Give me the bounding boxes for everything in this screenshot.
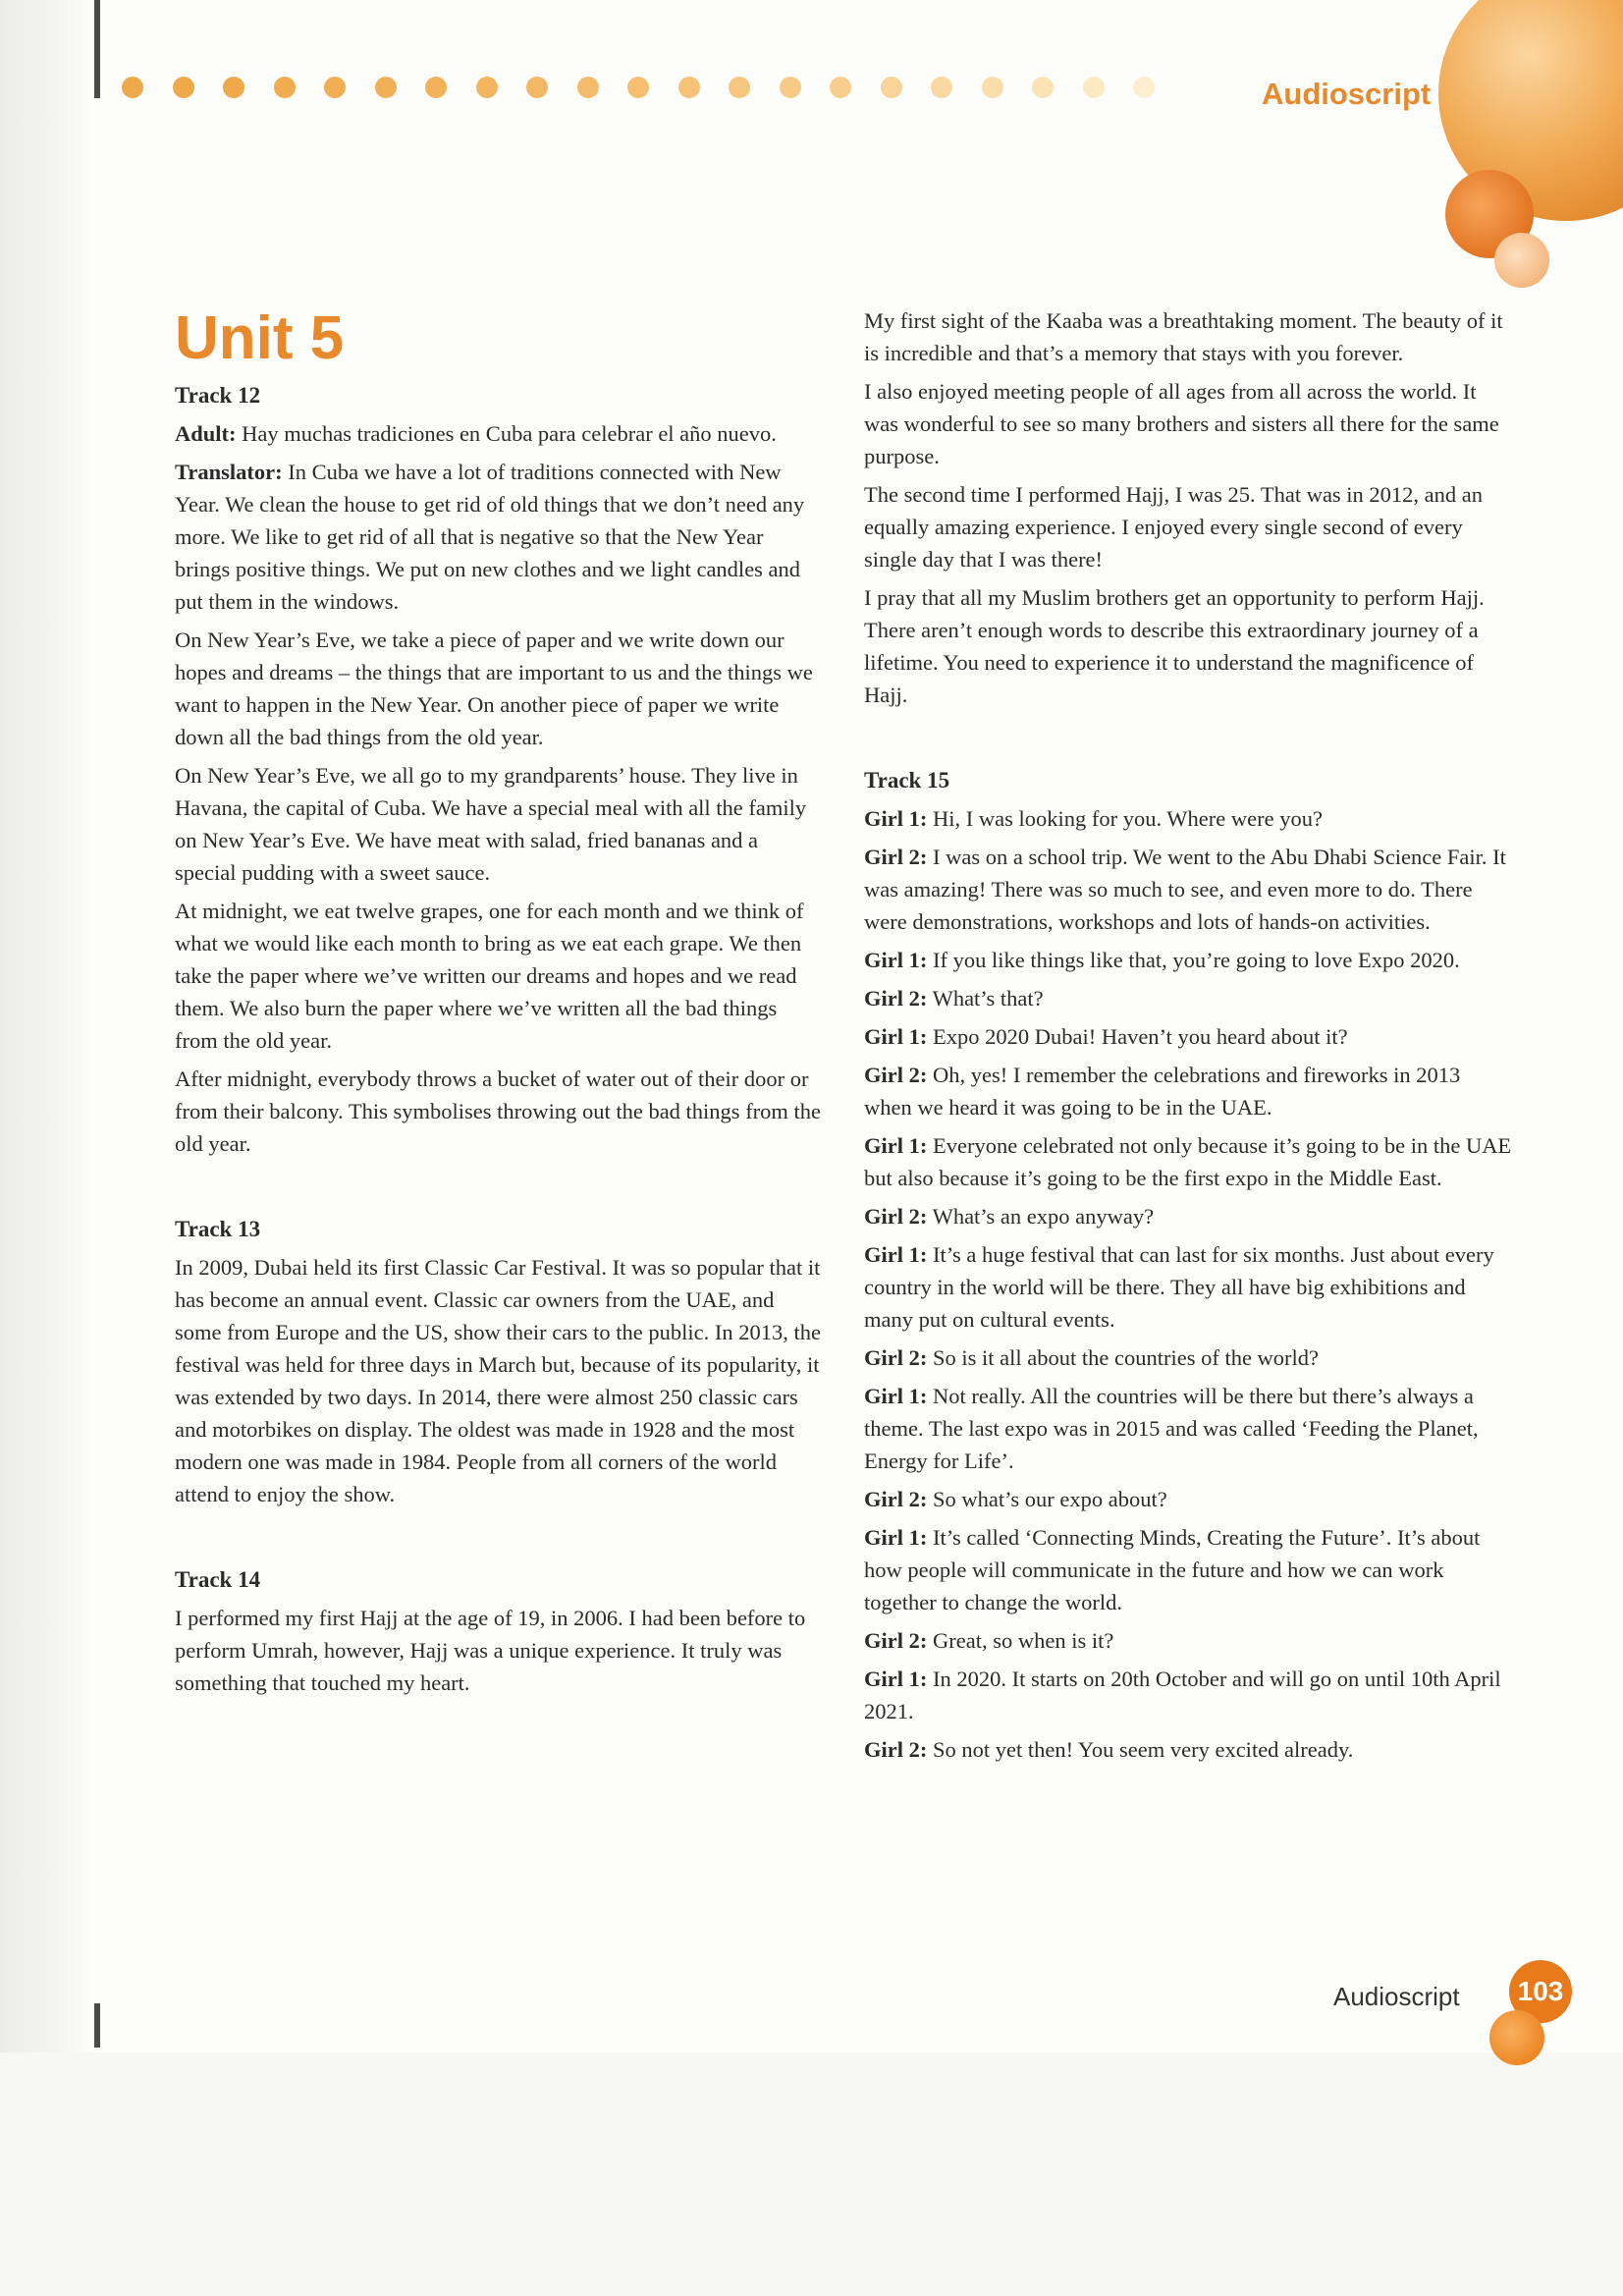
- track-14-paragraph: My first sight of the Kaaba was a breathtaking moment. The beauty of it is incredible and that’s a memory that stays with you forever.: [864, 308, 1503, 365]
- dialogue-line: [864, 1059, 1512, 1123]
- header-dot: [425, 77, 447, 98]
- header-dot: [274, 77, 296, 98]
- speech-text: It’s a huge festival that can last for six months. Just about every country in the world will be there. They all have big exhibitions and many put on cultural events.: [864, 1242, 1494, 1332]
- header-dot: [476, 77, 498, 98]
- speaker-label: Translator:: [175, 460, 283, 484]
- header-title: Audioscript: [1262, 77, 1432, 111]
- track-12-paragraph: On New Year’s Eve, we all go to my grandparents’ house. They live in Havana, the capital of Cuba. We have a special meal with all the family on New Year’s Eve. We have meat with salad, fried bananas and a special pudding with a sweet sauce.: [175, 763, 807, 885]
- dialogue-line: [864, 1341, 1512, 1374]
- dialogue-line: [864, 802, 1512, 835]
- decorative-orbs-bottom: [1478, 1994, 1596, 2072]
- track-14-paragraph: The second time I performed Hajj, I was 25. That was in 2012, and an equally amazing experience. I enjoyed every single second of every single day that I was there!: [864, 482, 1484, 572]
- header-dot: [122, 77, 143, 98]
- header-dot: [375, 77, 397, 98]
- dialogue-line: [864, 944, 1512, 976]
- track-14-title: Track 14: [175, 1567, 261, 1592]
- track-14-paragraph: I performed my first Hajj at the age of 19, in 2006. I had been before to perform Umrah, however, Hajj was a unique experience. It truly was something that touched my heart.: [175, 1606, 806, 1695]
- speech-text: Great, so when is it?: [927, 1628, 1114, 1653]
- speech-text: Not really. All the countries will be there but there’s always a theme. The last expo was in 2015 and was called ‘Feeding the Planet, Energy for Life’.: [864, 1384, 1479, 1473]
- speaker-label: Girl 2:: [864, 1204, 928, 1229]
- header-dot: [678, 77, 700, 98]
- header-dot: [931, 77, 952, 98]
- dialogue-line: [864, 841, 1512, 938]
- page-bottom-shade: [0, 2052, 1623, 2296]
- right-column: [864, 304, 1512, 1772]
- speech-text: I was on a school trip. We went to the Abu Dhabi Science Fair. It was amazing! There was so much to see, and even more to do. There were demonstrations, workshops and lots of hands-on activities.: [864, 845, 1506, 934]
- speech-text: It’s called ‘Connecting Minds, Creating the Future’. It’s about how people will communicate in the future and how we can work together to change the world.: [864, 1525, 1481, 1614]
- track-12-title: Track 12: [175, 383, 261, 408]
- page-binding-edge: [0, 0, 94, 2052]
- track-12-paragraph: After midnight, everybody throws a bucket of water out of their door or from their balcony. This symbolises throwing out the bad things from the old year.: [175, 1066, 822, 1156]
- speaker-label: Girl 1:: [864, 1667, 928, 1691]
- speech-text: What’s an expo anyway?: [927, 1204, 1155, 1229]
- header-dot: [1133, 77, 1155, 98]
- speech-text: If you like things like that, you’re going to love Expo 2020.: [927, 948, 1460, 972]
- track-15-title: Track 15: [864, 768, 950, 793]
- speaker-label: Girl 1:: [864, 1024, 928, 1049]
- unit-title: Unit 5: [175, 304, 345, 372]
- track-12-paragraph: [175, 417, 823, 450]
- dialogue-line: [864, 1483, 1512, 1515]
- header-dot: [881, 77, 902, 98]
- header-dot: [223, 77, 244, 98]
- small-orb: [1494, 233, 1549, 288]
- speaker-label: Girl 2:: [864, 1737, 928, 1762]
- speech-text: So is it all about the countries of the world?: [927, 1345, 1320, 1370]
- speaker-label: Girl 2:: [864, 845, 928, 869]
- speaker-label: Girl 2:: [864, 1487, 928, 1511]
- header-dot: [780, 77, 801, 98]
- header-dot: [729, 77, 750, 98]
- bottom-orb: [1489, 2010, 1544, 2065]
- track-12-section: [175, 379, 823, 1160]
- page-number-badge: 103: [1509, 1960, 1572, 2023]
- speech-text: Expo 2020 Dubai! Haven’t you heard about it?: [927, 1024, 1348, 1049]
- speech-text: Oh, yes! I remember the celebrations and fireworks in 2013 when we heard it was going to be in the UAE.: [864, 1063, 1461, 1120]
- header-dot: [173, 77, 194, 98]
- track-12-paragraph: [175, 456, 823, 618]
- header-dot: [324, 77, 346, 98]
- speech-text: So not yet then! You seem very excited already.: [927, 1737, 1354, 1762]
- dialogue-line: [864, 1733, 1512, 1766]
- speech-text: Everyone celebrated not only because it’s going to be in the UAE but also because it’s going to be the first expo in the Middle East.: [864, 1133, 1512, 1190]
- speech-text: Hay muchas tradiciones en Cuba para celebrar el año nuevo.: [236, 421, 777, 446]
- speech-text: What’s that?: [927, 986, 1044, 1011]
- speaker-label: Girl 2:: [864, 1063, 928, 1087]
- header-dot: [830, 77, 851, 98]
- speaker-label: Girl 1:: [864, 1384, 928, 1408]
- header-dot: [982, 77, 1003, 98]
- speaker-label: Adult:: [175, 421, 237, 446]
- speech-text: In 2020. It starts on 20th October and will go on until 10th April 2021.: [864, 1667, 1501, 1723]
- dialogue-line: [864, 1380, 1512, 1477]
- dialogue-line: [864, 1663, 1512, 1727]
- track-13-section: [175, 1213, 823, 1510]
- header-dot: [577, 77, 599, 98]
- track-13-title: Track 13: [175, 1217, 261, 1241]
- dialogue-line: [864, 1020, 1512, 1053]
- speaker-label: Girl 1:: [864, 1133, 928, 1158]
- speaker-label: Girl 1:: [864, 948, 928, 972]
- binding-line-bottom: [94, 2003, 100, 2048]
- track-14-paragraph: I also enjoyed meeting people of all ages from all across the world. It was wonderful to see so many brothers and sisters all there for the same purpose.: [864, 379, 1499, 468]
- dialogue-line: [864, 1129, 1512, 1194]
- track-14-continued: [864, 304, 1512, 711]
- track-12-paragraph: On New Year’s Eve, we take a piece of paper and we write down our hopes and dreams – the things that are important to us and the things we want to happen in the New Year. On another piece of paper we write down all the bad things from the old year.: [175, 628, 813, 749]
- track-15-section: [864, 764, 1512, 1766]
- track-14-section: [175, 1563, 823, 1699]
- dialogue-line: [864, 1624, 1512, 1657]
- speaker-label: Girl 1:: [864, 1525, 928, 1550]
- header-dot: [627, 77, 649, 98]
- dialogue-line: [864, 1200, 1512, 1232]
- speaker-label: Girl 2:: [864, 1628, 928, 1653]
- speech-text: In Cuba we have a lot of traditions connected with New Year. We clean the house to get rid of old things that we don’t need any more. We like to get rid of all that is negative so that the New Year brings positive things. We put on new clothes and we light candles and put them in the windows.: [175, 460, 805, 614]
- dialogue-list: [864, 802, 1512, 1766]
- header-dot: [1083, 77, 1105, 98]
- left-column: [175, 379, 823, 1705]
- track-12-paragraph: At midnight, we eat twelve grapes, one for each month and we think of what we would like each month to bring as we eat each grape. We then take the paper where we’ve written our dreams and hopes and we read them. We also burn the paper where we’ve written all the bad things from the old year.: [175, 899, 804, 1053]
- speaker-label: Girl 2:: [864, 986, 928, 1011]
- track-13-paragraph: In 2009, Dubai held its first Classic Car Festival. It was so popular that it has become an annual event. Classic car owners from the UAE, and some from Europe and the US, show their cars to the public. In 2013, the festival was held for three days in March but, because of its popularity, it was extended by two days. In 2014, there were almost 250 classic cars and motorbikes on display. The oldest was made in 1928 and the most modern one was made in 1984. People from all corners of the world attend to enjoy the show.: [175, 1255, 821, 1506]
- speaker-label: Girl 2:: [864, 1345, 928, 1370]
- track-14-paragraph: I pray that all my Muslim brothers get an opportunity to perform Hajj. There aren’t enough words to describe this extraordinary journey of a lifetime. You need to experience it to understand the magnificence of Hajj.: [864, 585, 1485, 707]
- speaker-label: Girl 1:: [864, 806, 928, 831]
- header-dot: [526, 77, 548, 98]
- header-dot: [1032, 77, 1054, 98]
- speech-text: Hi, I was looking for you. Where were you?: [927, 806, 1323, 831]
- speech-text: So what’s our expo about?: [927, 1487, 1167, 1511]
- footer-label: Audioscript: [1333, 1982, 1460, 2011]
- dialogue-line: [864, 1238, 1512, 1336]
- speaker-label: Girl 1:: [864, 1242, 928, 1267]
- dialogue-line: [864, 1521, 1512, 1618]
- dialogue-line: [864, 982, 1512, 1014]
